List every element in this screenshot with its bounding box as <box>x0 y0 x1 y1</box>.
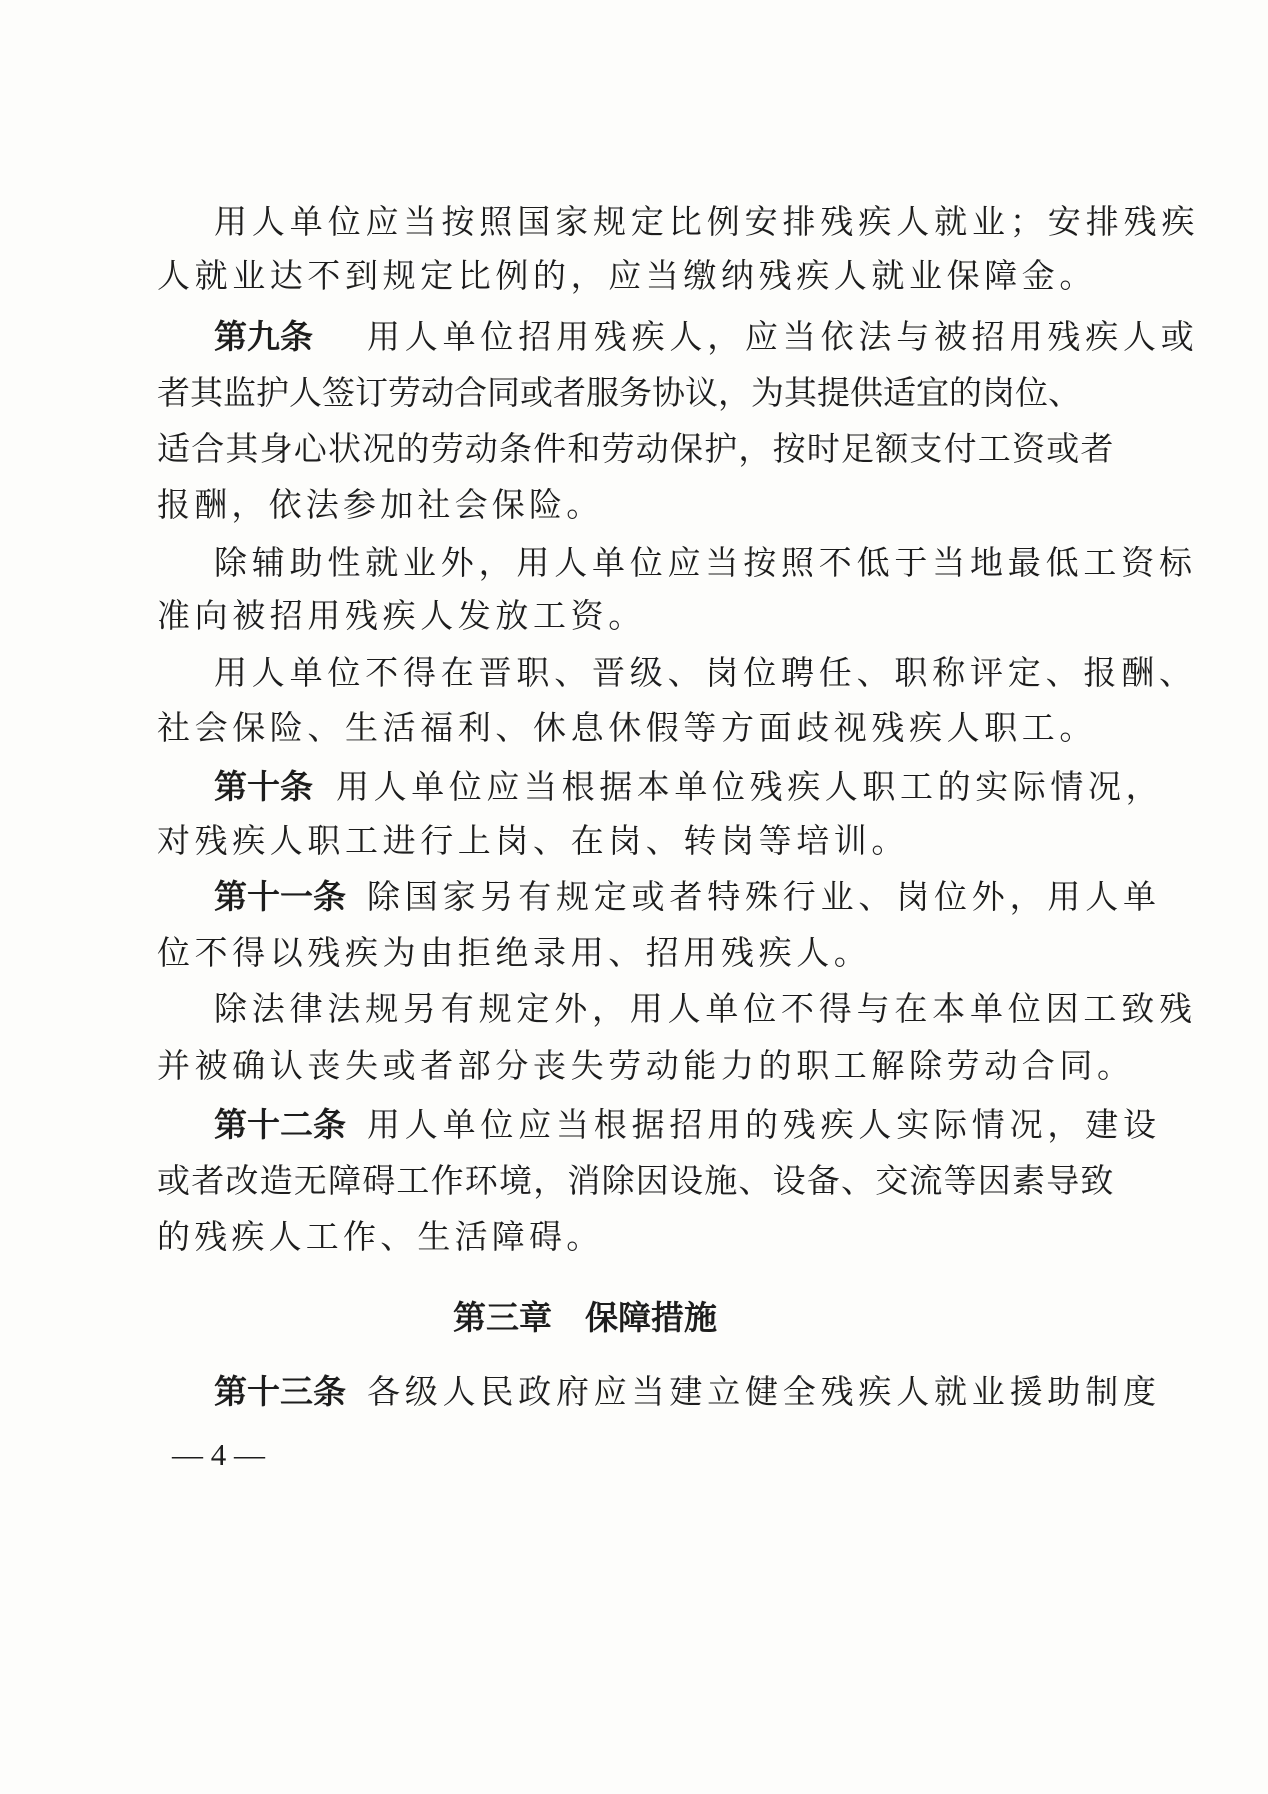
line-text: 者其监护人签订劳动合同或者服务协议，为其提供适宜的岗位、 <box>157 373 1081 412</box>
page-number: — 4 — <box>172 1437 265 1472</box>
line-text: 或者改造无障碍工作环境，消除因设施、设备、交流等因素导致 <box>157 1161 1115 1200</box>
line-text: 用人单位招用残疾人，应当依法与被招用残疾人或 <box>367 317 1199 356</box>
line-text: 各级人民政府应当建立健全残疾人就业援助制度 <box>367 1372 1161 1411</box>
chapter-heading: 第三章 保障措施 <box>453 1298 717 1337</box>
line-text: 社会保险、生活福利、休息休假等方面歧视残疾人职工。 <box>157 708 1097 747</box>
line-text: 对残疾人职工进行上岗、在岗、转岗等培训。 <box>157 821 909 860</box>
line-text: 除国家另有规定或者特殊行业、岗位外，用人单 <box>367 877 1161 916</box>
line-text: 准向被招用残疾人发放工资。 <box>157 596 646 635</box>
line-text: 除法律法规另有规定外，用人单位不得与在本单位因工致残 <box>214 989 1197 1028</box>
line-text: 用人单位应当根据本单位残疾人职工的实际情况， <box>336 767 1164 806</box>
line-text: 人就业达不到规定比例的，应当缴纳残疾人就业保障金。 <box>157 256 1097 295</box>
line-text: 报酬，依法参加社会保险。 <box>157 485 604 524</box>
text-line <box>0 1217 1268 1290</box>
line-text: 用人单位应当按照国家规定比例安排残疾人就业；安排残疾 <box>214 202 1200 241</box>
line-text: 并被确认丧失或者部分丧失劳动能力的职工解除劳动合同。 <box>157 1046 1135 1085</box>
line-text: 位不得以残疾为由拒绝录用、招用残疾人。 <box>157 933 872 972</box>
article-11-label: 第十一条 <box>214 877 346 916</box>
article-10-label: 第十条 <box>214 767 313 806</box>
line-text: 的残疾人工作、生活障碍。 <box>157 1217 604 1256</box>
article-13-label: 第十三条 <box>214 1372 346 1411</box>
article-12-label: 第十二条 <box>214 1105 346 1144</box>
line-text: 除辅助性就业外，用人单位应当按照不低于当地最低工资标 <box>214 543 1197 582</box>
line-text: 适合其身心状况的劳动条件和劳动保护，按时足额支付工资或者 <box>157 429 1115 468</box>
line-text: 用人单位不得在晋职、晋级、岗位聘任、职称评定、报酬、 <box>214 653 1197 692</box>
article-13-line <box>0 1372 1268 1445</box>
article-9-label: 第九条 <box>214 317 313 356</box>
line-text: 用人单位应当根据招用的残疾人实际情况，建设 <box>367 1105 1161 1144</box>
